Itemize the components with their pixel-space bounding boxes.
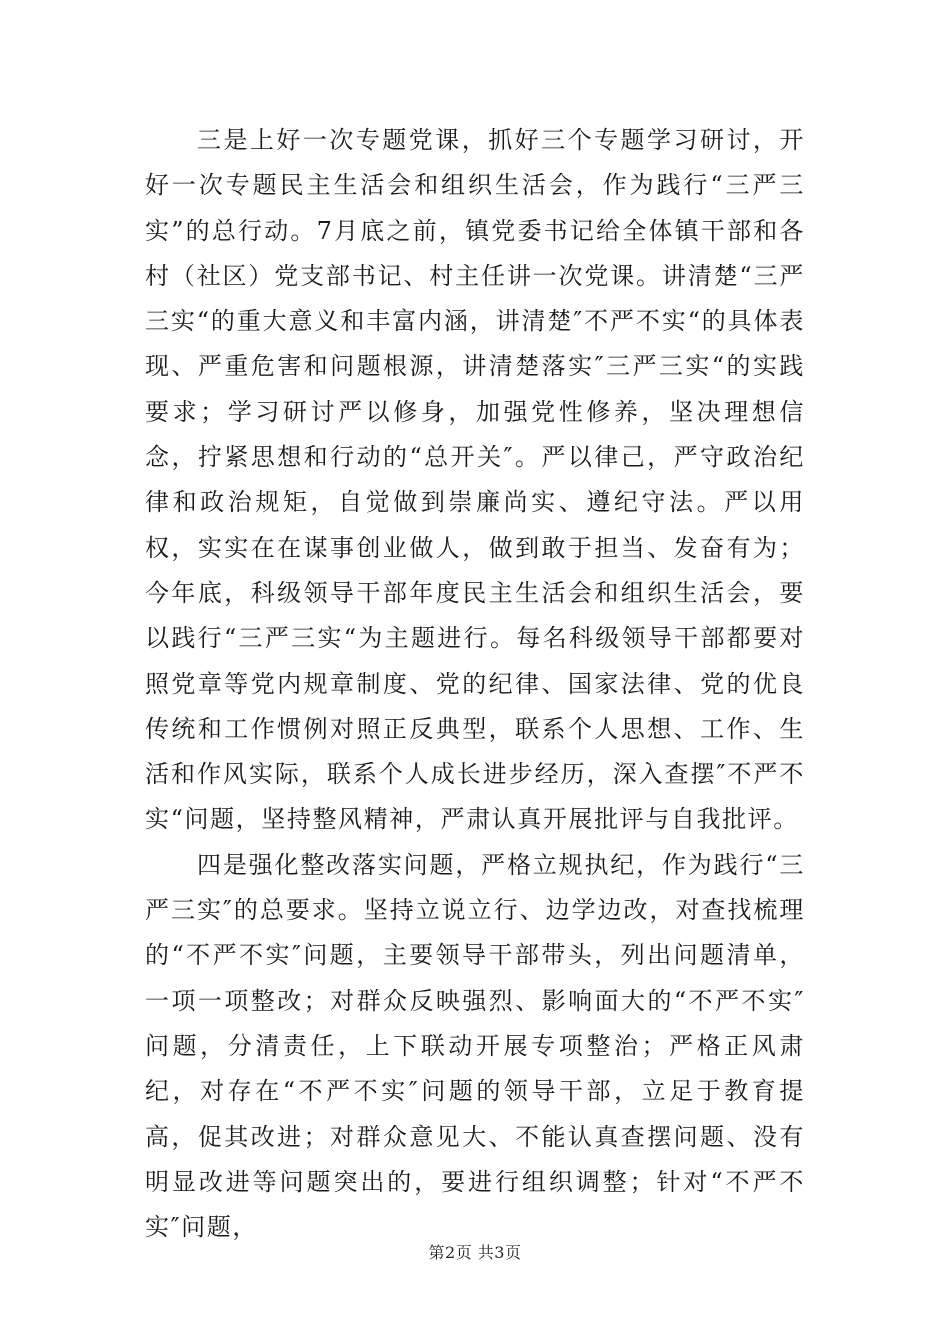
paragraph-4: 四是强化整改落实问题，严格立规执纪，作为践行“三严三实″的总要求。坚持立说立行、边学边改，对查找梳理的“不严不实″问题，主要领导干部带头，列出问题清单，一项一项整改；对群众反映强烈、影响面大的“不严不实″问题，分清责任，上下联动开展专项整治；严格正风肃纪，对存在“不严不实″问题的领导干部，立足于教育提高，促其改进；对群众意见大、不能认真查摆问题、没有明显改进等问题突出的，要进行组织调整；针对“不严不实″问题， — [145, 850, 805, 1242]
document-body — [145, 118, 805, 1250]
page-footer: 第2页 共3页 — [428, 1243, 522, 1262]
paragraph-3: 三是上好一次专题党课，抓好三个专题学习研讨，开好一次专题民主生活会和组织生活会，作为践行“三严三实”的总行动。7月底之前，镇党委书记给全体镇干部和各村（社区）党支部书记、村主任讲一次党课。讲清楚“三严三实“的重大意义和丰富内涵，讲清楚″不严不实“的具体表现、严重危害和问题根源，讲清楚落实″三严三实“的实践要求；学习研讨严以修身，加强党性修养，坚决理想信念，拧紧思想和行动的“总开关″。严以律己，严守政治纪律和政治规矩，自觉做到崇廉尚实、遵纪守法。严以用权，实实在在谋事创业做人，做到敢于担当、发奋有为；今年底，科级领导干部年度民主生活会和组织生活会，要以践行“三严三实“为主题进行。每名科级领导干部都要对照党章等党内规章制度、党的纪律、国家法律、党的优良传统和工作惯例对照正反典型，联系个人思想、工作、生活和作风实际，联系个人成长进步经历，深入查摆″不严不实“问题，坚持整风精神，严肃认真开展批评与自我批评。 — [145, 126, 805, 834]
